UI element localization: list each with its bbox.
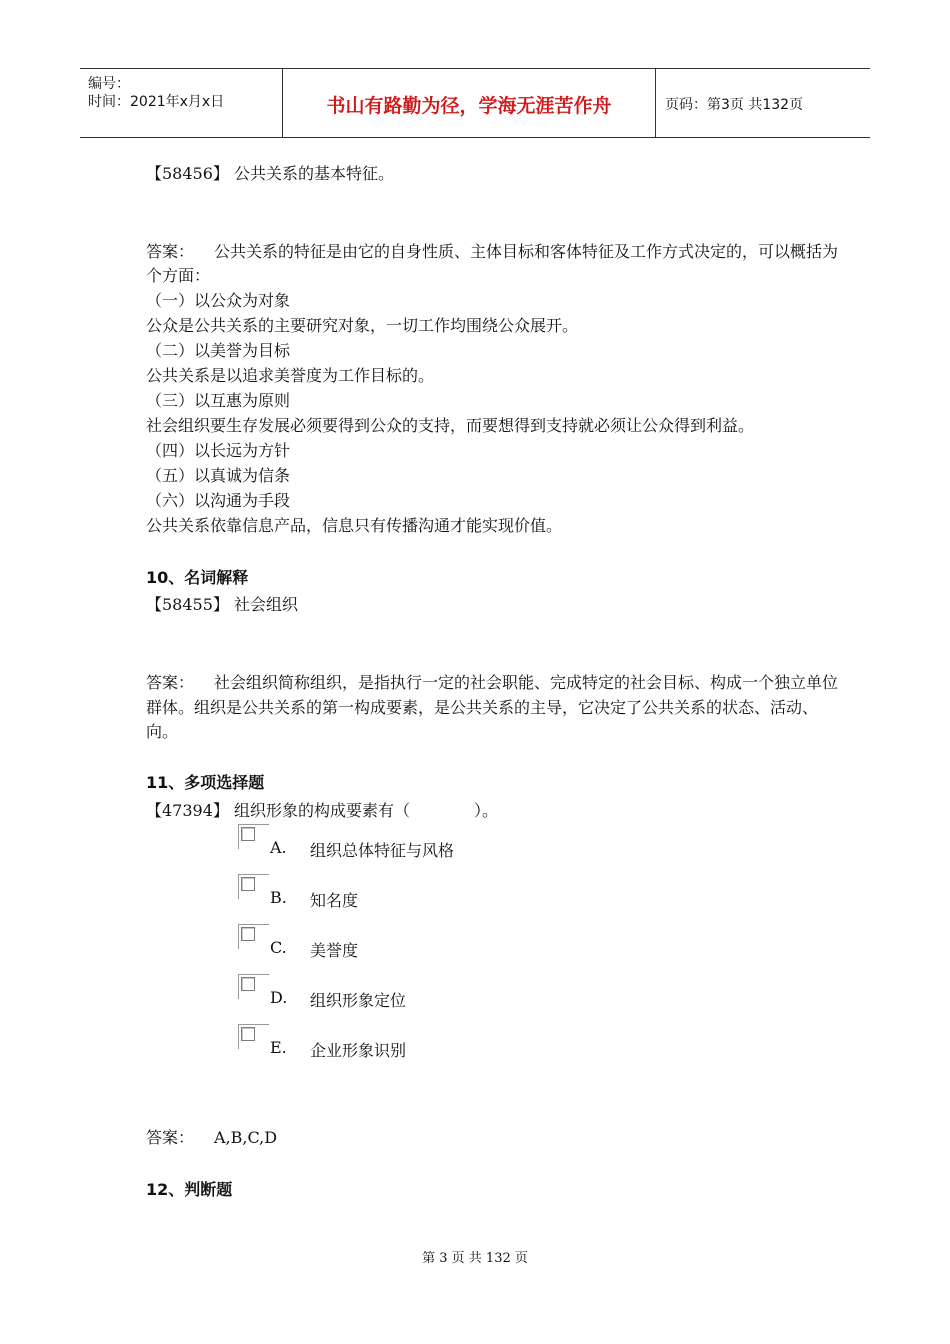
answer-58455-line2: 群体。组织是公共关系的第一构成要素，是公共关系的主导，它决定了公共关系的状态、活动、 xyxy=(146,698,819,717)
section-10-title: 10、名词解释 xyxy=(146,568,249,587)
answer-line: （二）以美誉为目标 xyxy=(146,341,291,360)
checkbox-box[interactable] xyxy=(241,1027,255,1041)
answer-58456-line2: 个方面： xyxy=(146,266,211,285)
answer-47394 xyxy=(146,1127,277,1149)
option-text: 知名度 xyxy=(310,891,359,910)
answer-value: A,B,C,D xyxy=(214,1128,278,1147)
answer-line: （三）以互惠为原则 xyxy=(146,391,291,410)
page-footer: 第 3 页 共 132 页 xyxy=(422,1251,528,1266)
option-letter: C. xyxy=(270,938,287,957)
section-12-title: 12、判断题 xyxy=(146,1180,233,1199)
checkbox-box[interactable] xyxy=(241,927,255,941)
answer-58456-line1 xyxy=(146,241,838,263)
answer-line: 社会组织要生存发展必须要得到公众的支持，而要想得到支持就必须让公众得到利益。 xyxy=(146,416,755,435)
checkbox[interactable] xyxy=(238,974,269,999)
answer-58455-line3: 向。 xyxy=(146,722,179,741)
option-text: 组织总体特征与风格 xyxy=(310,841,455,860)
option-text: 组织形象定位 xyxy=(310,991,407,1010)
option-letter: A. xyxy=(270,838,287,857)
answer-label: 答案： xyxy=(146,1128,195,1147)
motto: 书山有路勤为径，学海无涯苦作舟 xyxy=(326,95,612,117)
answer-line: 公共关系依靠信息产品，信息只有传播沟通才能实现价值。 xyxy=(146,516,563,535)
checkbox[interactable] xyxy=(238,1024,269,1049)
page-label: 页码：第3页 共132页 xyxy=(665,97,804,113)
option-text: 企业形象识别 xyxy=(310,1041,407,1060)
answer-line: （五）以真诚为信条 xyxy=(146,466,291,485)
page-header xyxy=(80,68,870,138)
section-11-title: 11、多项选择题 xyxy=(146,773,265,792)
answer-label: 答案： xyxy=(146,673,195,692)
checkbox-box[interactable] xyxy=(241,977,255,991)
question-58455: 【58455】 社会组织 xyxy=(146,595,298,614)
checkbox-box[interactable] xyxy=(241,827,255,841)
answer-line: （一）以公众为对象 xyxy=(146,291,291,310)
answer-label: 答案： xyxy=(146,242,195,261)
answer-line: 公共关系是以追求美誉度为工作目标的。 xyxy=(146,366,435,385)
checkbox[interactable] xyxy=(238,874,269,899)
question-47394: 【47394】 组织形象的构成要素有（ ）。 xyxy=(146,801,498,820)
answer-line: 公众是公共关系的主要研究对象，一切工作均围绕公众展开。 xyxy=(146,316,579,335)
checkbox[interactable] xyxy=(238,824,269,849)
option-text: 美誉度 xyxy=(310,941,359,960)
number-label: 编号： xyxy=(88,76,130,92)
option-letter: B. xyxy=(270,888,287,907)
header-page-cell xyxy=(655,69,870,137)
answer-line: （六）以沟通为手段 xyxy=(146,491,291,510)
option-letter: E. xyxy=(270,1038,287,1057)
header-motto-cell xyxy=(282,69,656,137)
checkbox-box[interactable] xyxy=(241,877,255,891)
option-letter: D. xyxy=(270,988,288,1007)
answer-text: 社会组织简称组织，是指执行一定的社会职能、完成特定的社会目标、构成一个独立单位 xyxy=(214,673,839,692)
answer-text: 公共关系的特征是由它的自身性质、主体目标和客体特征及工作方式决定的，可以概括为 xyxy=(214,242,839,261)
answer-line: （四）以长远为方针 xyxy=(146,441,291,460)
header-info-cell xyxy=(80,69,282,137)
date-label: 时间：2021年x月x日 xyxy=(88,94,225,110)
answer-58455-line1 xyxy=(146,672,838,694)
checkbox[interactable] xyxy=(238,924,269,949)
question-58456-title: 【58456】 公共关系的基本特征。 xyxy=(146,164,394,183)
